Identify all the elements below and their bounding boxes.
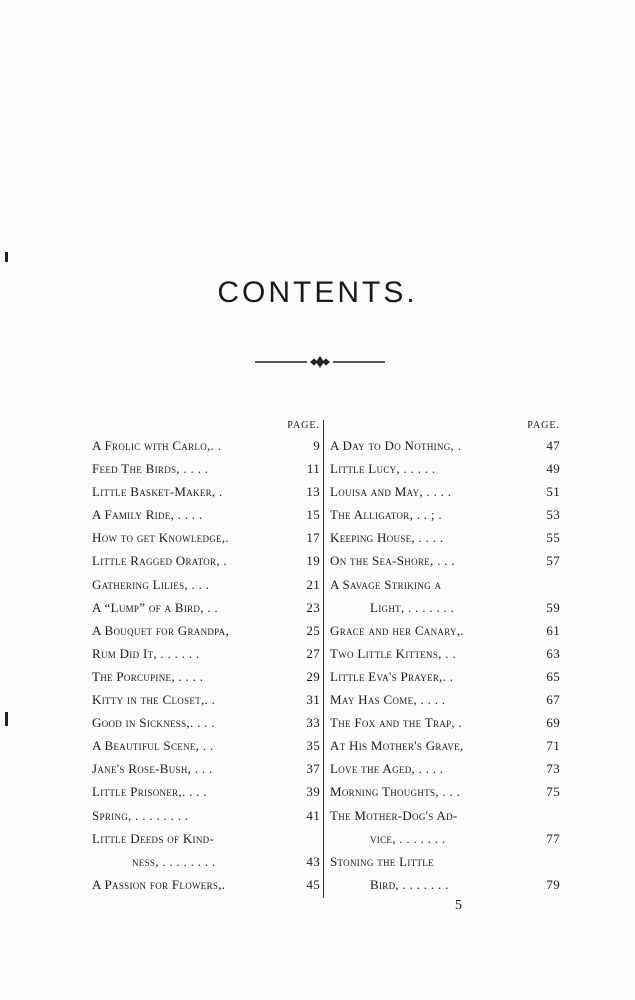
contents-entry: [330, 480, 560, 503]
contents-entry: [330, 457, 560, 480]
entry-page-number: 47: [546, 438, 560, 453]
entry-page-number: 27: [306, 645, 320, 661]
contents-entry: [92, 573, 320, 596]
entry-page-number: 31: [306, 692, 320, 708]
entry-page-number: 49: [546, 461, 560, 477]
scan-edge-mark: [5, 712, 8, 726]
entry-page-number: 79: [546, 876, 560, 892]
entry-title: A Day to Do Nothing, .: [330, 438, 462, 453]
contents-entry: [330, 665, 560, 688]
contents-entry: [330, 804, 560, 827]
entry-page-number: 45: [306, 876, 320, 892]
entry-page-number: 57: [546, 553, 560, 569]
entry-page-number: 69: [546, 715, 560, 731]
page-title: CONTENTS.: [217, 276, 418, 309]
entry-page-number: 21: [306, 576, 320, 592]
entry-page-number: 65: [546, 668, 560, 684]
contents-entry: [330, 688, 560, 711]
contents-entry: [92, 619, 320, 642]
entry-title: May Has Come, . . . .: [330, 692, 446, 708]
contents-entry: [92, 688, 320, 711]
entry-page-number: 29: [306, 668, 320, 684]
contents-entry: [92, 480, 320, 503]
entry-title: Little Prisoner,. . . .: [92, 784, 207, 800]
entry-page-number: 35: [306, 738, 320, 754]
entry-page-number: 13: [306, 484, 320, 500]
entry-page-number: 33: [306, 715, 320, 731]
entry-page-number: 43: [306, 853, 320, 869]
entry-page-number: 59: [546, 599, 560, 615]
entry-title: How to get Knowledge,.: [92, 530, 229, 546]
contents-entry: [330, 619, 560, 642]
entry-page-number: 61: [546, 622, 560, 638]
contents-entry: [92, 665, 320, 688]
entry-page-number: 67: [546, 692, 560, 708]
contents-entry: [92, 549, 320, 572]
entry-title: On the Sea-Shore, . . .: [330, 553, 455, 569]
contents-entry: [330, 642, 560, 665]
entry-page-number: 75: [546, 784, 560, 800]
contents-entry: [330, 526, 560, 549]
entry-title: A “Lump” of a Bird, . .: [92, 599, 218, 615]
contents-entry: [330, 549, 560, 572]
page-column-label: PAGE.: [287, 420, 320, 431]
entry-title: Little Eva's Prayer,. .: [330, 668, 454, 684]
contents-entry: [92, 873, 320, 896]
entry-title: A Frolic with Carlo,. .: [92, 438, 222, 453]
entry-page-number: 53: [546, 507, 560, 523]
entry-page-number: 25: [306, 622, 320, 638]
entry-page-number: 73: [546, 761, 560, 777]
contents-entry: [92, 780, 320, 803]
entry-title: vice, . . . . . . .: [370, 830, 446, 846]
entry-page-number: 77: [546, 830, 560, 846]
entry-title: Bird, . . . . . . .: [370, 876, 449, 892]
contents-entry: [330, 873, 560, 896]
contents-entry: [330, 827, 560, 850]
contents-entry: [330, 734, 560, 757]
entry-title: A Bouquet for Grandpa,: [92, 622, 230, 638]
entry-page-number: 19: [306, 553, 320, 569]
entry-page-number: 39: [306, 784, 320, 800]
contents-entry: [330, 596, 560, 619]
entry-title: ness, . . . . . . . .: [132, 853, 216, 869]
entry-title: Spring, . . . . . . . .: [92, 807, 189, 823]
entry-title: Two Little Kittens, . .: [330, 645, 456, 661]
entry-page-number: 63: [546, 645, 560, 661]
entry-title: Rum Did It, . . . . . .: [92, 645, 200, 661]
entry-title: The Alligator, . . ; .: [330, 507, 442, 523]
contents-entry: [92, 804, 320, 827]
entry-title: Love the Aged, . . . .: [330, 761, 444, 777]
entry-title: Jane's Rose-Bush, . . .: [92, 761, 213, 777]
contents-entry: [92, 457, 320, 480]
entry-title: Grace and her Canary,.: [330, 622, 464, 638]
entry-page-number: 23: [306, 599, 320, 615]
contents-entry: [92, 503, 320, 526]
contents-entry: [330, 503, 560, 526]
entry-page-number: 55: [546, 530, 560, 546]
contents-entry: [92, 850, 320, 873]
entry-title: A Passion for Flowers,.: [92, 876, 226, 892]
contents-entry: [92, 642, 320, 665]
entry-page-number: 51: [546, 484, 560, 500]
entry-page-number: 15: [306, 507, 320, 523]
entry-title: A Beautiful Scene, . .: [92, 738, 214, 754]
contents-entry: [92, 711, 320, 734]
entry-title: Light, . . . . . . .: [370, 599, 455, 615]
entry-title: A Savage Striking a: [330, 576, 442, 592]
scan-edge-mark: [5, 252, 8, 262]
contents-entry: [92, 526, 320, 549]
entry-title: Louisa and May, . . . .: [330, 484, 452, 500]
entry-page-number: 17: [306, 530, 320, 546]
contents-entry: [330, 573, 560, 596]
entry-title: The Porcupine, . . . .: [92, 668, 204, 684]
entry-title: Little Basket-Maker, .: [92, 484, 223, 500]
contents-entry: [92, 434, 320, 457]
contents-entry: [330, 780, 560, 803]
entry-page-number: 41: [306, 807, 320, 823]
entry-title: Good in Sickness,. . . .: [92, 715, 215, 731]
column-divider: [323, 420, 324, 898]
entry-page-number: 71: [546, 738, 560, 754]
entry-title: The Mother-Dog's Ad-: [330, 807, 458, 823]
ornament-divider-icon: [255, 352, 385, 372]
entry-title: A Family Ride, . . . .: [92, 507, 203, 523]
contents-entry: [92, 734, 320, 757]
entry-title: Little Deeds of Kind-: [92, 830, 215, 846]
contents-entry: [330, 850, 560, 873]
contents-entry: [92, 827, 320, 850]
contents-entry: [92, 757, 320, 780]
page-column-label: PAGE.: [527, 420, 560, 431]
entry-title: At His Mother's Grave,: [330, 738, 464, 754]
entry-page-number: 37: [306, 761, 320, 777]
entry-title: Little Ragged Orator, .: [92, 553, 227, 569]
contents-entry: [330, 757, 560, 780]
entry-title: Gathering Lilies, . . .: [92, 576, 210, 592]
contents-left-column: [92, 418, 320, 896]
contents-right-column: [330, 418, 560, 896]
entry-title: Stoning the Little: [330, 853, 434, 869]
contents-entry: [92, 596, 320, 619]
entry-page-number: 11: [306, 461, 320, 477]
entry-title: Feed The Birds, . . . .: [92, 461, 209, 477]
contents-entry: [330, 434, 560, 457]
entry-title: Little Lucy, . . . . .: [330, 461, 436, 477]
entry-title: The Fox and the Trap, .: [330, 715, 463, 731]
entry-title: Morning Thoughts, . . .: [330, 784, 461, 800]
entry-page-number: 9: [313, 438, 320, 453]
entry-title: Keeping House, . . . .: [330, 530, 444, 546]
page-number: 5: [455, 898, 462, 913]
entry-title: Kitty in the Closet,. .: [92, 692, 216, 708]
contents-entry: [330, 711, 560, 734]
